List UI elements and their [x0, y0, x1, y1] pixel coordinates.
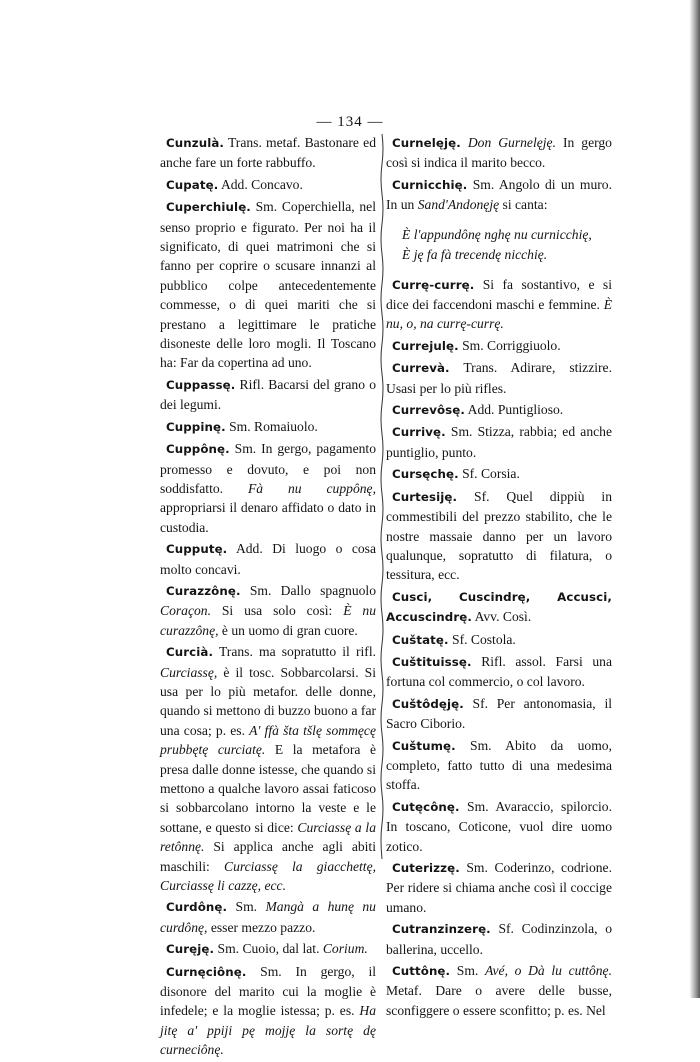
dictionary-entry — [160, 175, 376, 195]
dictionary-entry — [386, 797, 612, 856]
entry-definition: Sm. — [450, 963, 485, 979]
entry-example-italic: A' ffà šta tšlę sommęcę prubbętę curciatę. — [160, 722, 376, 758]
entry-headword: Curdônę. — [166, 900, 228, 915]
dictionary-entry — [386, 358, 612, 398]
scan-edge-shadow — [690, 0, 700, 998]
page-number: — 134 — — [316, 114, 384, 130]
entry-headword: Cuperchiulę. — [166, 200, 251, 215]
entry-definition: Sm. In gergo, il disonore del marito cui la moglie è infedele; e la moglie istessa; p. es. — [160, 963, 376, 1019]
entry-definition: Avv. Così. — [471, 609, 532, 625]
entry-headword: Curęję. — [166, 942, 215, 957]
entry-example-italic: Fà nu cuppônę, — [247, 480, 376, 496]
entry-definition: Trans. ma sopratutto il rifl. — [213, 644, 376, 660]
entry-example-italic: Coraçon. — [160, 603, 211, 619]
entry-definition: Sf. Per antonomasia, il Sacro Ciborio. — [386, 695, 612, 732]
entry-headword: Cupputę. — [166, 542, 228, 557]
entry-headword: Cuppassę. — [166, 377, 236, 392]
entry-headword: Cuštôdęję. — [392, 696, 464, 711]
dictionary-entry — [386, 487, 612, 585]
entry-definition: Sm. Coperchiella, nel senso proprio e figurato. Per noi ha il significato, di quei matrimoni che si fanno per coprire o scusare innanzi al pubblico colpe antecedentemente commesse, o di quei mariti che si prestano a legittimare le pratiche disoneste delle loro mogli. Il Toscano ha: Far da copertina ad uno. — [160, 199, 376, 371]
dictionary-entry — [160, 897, 376, 937]
entry-definition: In gergo così si indica il marito becco. — [386, 135, 612, 171]
entry-definition: Si fa sostantivo, e si dice dei faccendoni maschi e femmine. — [386, 276, 612, 313]
entry-definition: Sm. In gergo, pagamento promesso e dovuto, e poi non soddisfatto. — [160, 441, 376, 496]
entry-definition: appropriarsi il denaro affidato o dato in custodia. — [160, 500, 376, 535]
entry-definition: esser mezzo pazzo. — [207, 919, 316, 935]
entry-example-italic: Curciassę a la retônnę. — [160, 819, 376, 855]
dictionary-entry — [386, 736, 612, 795]
entry-headword: Curnelęję. — [392, 136, 461, 150]
entry-headword: Cuštituissę. — [392, 654, 472, 669]
left-column — [160, 133, 376, 1062]
entry-definition: Sm. Angolo di un muro. In un — [386, 176, 612, 213]
entry-definition — [461, 135, 468, 150]
entry-example-italic: Ha jitę a' ppiji pę mojję la sortę dę curneciônę. — [160, 1003, 376, 1058]
dictionary-entry — [386, 858, 612, 917]
entry-definition: Add. Concavo. — [218, 176, 303, 192]
entry-example-italic: Curciassę la giacchettę, Curciassę li cazzę, ecc. — [160, 858, 377, 894]
entry-headword: Curtesiję. — [392, 489, 458, 504]
entry-headword: Currę-currę. — [392, 277, 475, 292]
dictionary-entry — [160, 375, 376, 415]
entry-definition: Add. Puntiglioso. — [465, 402, 564, 418]
entry-example-italic: È nu, o, na currę-currę. — [386, 297, 612, 332]
dictionary-entry — [160, 417, 376, 437]
entry-definition: Rifl. Bacarsi del grano o dei legumi. — [160, 376, 376, 413]
entry-definition: è un uomo di gran cuore. — [218, 622, 358, 638]
entry-headword: Cupatę. — [166, 177, 219, 192]
entry-definition: Trans. metaf. Bastonare ed anche fare un forte rabbuffo. — [160, 135, 376, 171]
entry-definition: Sm. Abito da uomo, completo, fatto tutto di una medesima stoffa. — [386, 737, 612, 793]
entry-headword: Currevôsę. — [392, 403, 465, 418]
entry-headword: Cuppinę. — [166, 419, 226, 434]
entry-headword: Cunzulà. — [166, 136, 225, 150]
entry-headword: Cuštumę. — [392, 738, 456, 753]
entry-definition: Si applica anche agli abiti maschili: — [160, 839, 376, 874]
dictionary-entry — [386, 919, 612, 959]
entry-headword: Cutęcônę. — [392, 799, 460, 814]
entry-example-italic: Corium. — [322, 941, 368, 957]
verse-quote — [402, 225, 612, 265]
entry-headword: Currejulę. — [392, 338, 459, 353]
entry-headword: Currevà. — [392, 361, 450, 376]
entry-headword: Cuštatę. — [392, 632, 449, 647]
entry-definition: Sf. Quel dippiù in commestibili del prezzo stabilito, che le nostre massaie danno per un lavoro qualunque, sopratutto di filatura, o tessitura, ecc. — [386, 488, 612, 583]
entry-example-italic: È nu curazzônę, — [160, 603, 377, 638]
dictionary-entry — [160, 962, 376, 1060]
entry-headword: Cursęchę. — [392, 467, 459, 482]
entry-definition: Sm. Corriggiuolo. — [458, 337, 561, 353]
right-column — [386, 133, 612, 1022]
entry-definition: Sm. Dallo spagnuolo — [240, 582, 376, 598]
entry-definition: Sm. Avaraccio, spilorcio. In toscano, Coticone, vuol dire uomo zotico. — [386, 798, 612, 854]
dictionary-entry — [386, 587, 612, 628]
entry-definition: Trans. Adirare, stizzire. Usasi per lo più rifles. — [386, 360, 612, 396]
entry-headword: Curnicchię. — [392, 177, 468, 192]
entry-definition: è il tosc. Sobbarcolarsi. Si usa per lo più metafor. delle donne, quando si mettono di buzzo buono a far una cosa; p. es. — [160, 664, 376, 738]
dictionary-entry — [160, 642, 376, 895]
dictionary-entry — [160, 539, 376, 579]
entry-definition: E la metafora è presa dalle donne istesse, che quando si mettono a qualche lavoro assai faticoso si sobbarcolano intorno la veste e le sottane, e questo si dice: — [160, 742, 376, 835]
verse-line: È l'appundônę nghę nu curnicchię, — [402, 226, 592, 242]
entry-definition: Sm. Stizza, rabbia; ed anche puntiglio, punto. — [386, 424, 612, 460]
entry-definition: Sf. Costola. — [448, 631, 516, 647]
entry-definition: Sf. Corsia. — [458, 466, 520, 482]
entry-example-italic: Sand'Andonęję — [417, 197, 500, 213]
entry-definition: Sm. Coderinzo, codrione. Per ridere si chiama anche così il coccige umano. — [386, 860, 612, 915]
entry-headword: Curazzônę. — [166, 583, 241, 598]
entry-example-italic: Don Gurnelęję. — [467, 135, 556, 150]
entry-definition: si canta: — [499, 197, 548, 213]
entry-headword: Cuterizzę. — [392, 861, 460, 875]
entry-headword: Curnęciônę. — [166, 964, 247, 979]
verse-line: È ję fa fà trecendę nicchię. — [402, 246, 548, 262]
dictionary-entry — [386, 694, 612, 734]
entry-headword: Cuppônę. — [166, 442, 230, 457]
entry-definition: Rifl. assol. Farsi una fortuna col commercio, o col lavoro. — [386, 653, 612, 690]
column-divider — [379, 134, 382, 859]
dictionary-entry — [386, 336, 612, 356]
dictionary-entry — [160, 133, 376, 173]
entry-example-italic: Avé, o Dà lu cuttônę. — [484, 963, 612, 979]
dictionary-entry — [160, 581, 376, 640]
entry-definition: Sm. Cuoio, dal lat. — [214, 941, 323, 957]
entry-definition: Metaf. Dare o avere delle busse, sconfiggere o essere sconfitto; p. es. Nel — [386, 983, 612, 1018]
dictionary-entry — [386, 464, 612, 484]
dictionary-entry — [160, 939, 376, 959]
entry-headword: Cutranzinzerę. — [392, 922, 491, 937]
entry-headword: Cuttônę. — [392, 964, 451, 979]
dictionary-entry — [386, 133, 612, 173]
entry-example-italic: Mangà a hunę nu curdônę, — [160, 899, 376, 935]
entry-definition: Sm. Romaiuolo. — [225, 418, 318, 434]
entry-example-italic: Curciassę, — [160, 664, 218, 680]
entry-headword: Curcià. — [166, 645, 214, 660]
entry-definition: Sm. — [227, 899, 266, 915]
dictionary-entry — [386, 630, 612, 650]
entry-definition: Si usa solo così: — [210, 603, 344, 619]
dictionary-entry — [386, 422, 612, 462]
dictionary-entry — [386, 961, 612, 1020]
dictionary-entry — [386, 275, 612, 334]
entry-headword: Cusci, Cuscindrę, Accusci, Accuscindrę. — [386, 589, 612, 625]
dictionary-entry — [386, 652, 612, 692]
dictionary-entry — [386, 175, 612, 215]
dictionary-entry — [160, 197, 376, 373]
entry-headword: Currivę. — [392, 425, 446, 440]
entry-definition: Sf. Codinzinzola, o ballerina, uccello. — [386, 921, 612, 957]
dictionary-entry — [160, 439, 376, 537]
entry-definition: Add. Di luogo o cosa molto concavi. — [160, 541, 376, 577]
dictionary-entry — [386, 400, 612, 420]
